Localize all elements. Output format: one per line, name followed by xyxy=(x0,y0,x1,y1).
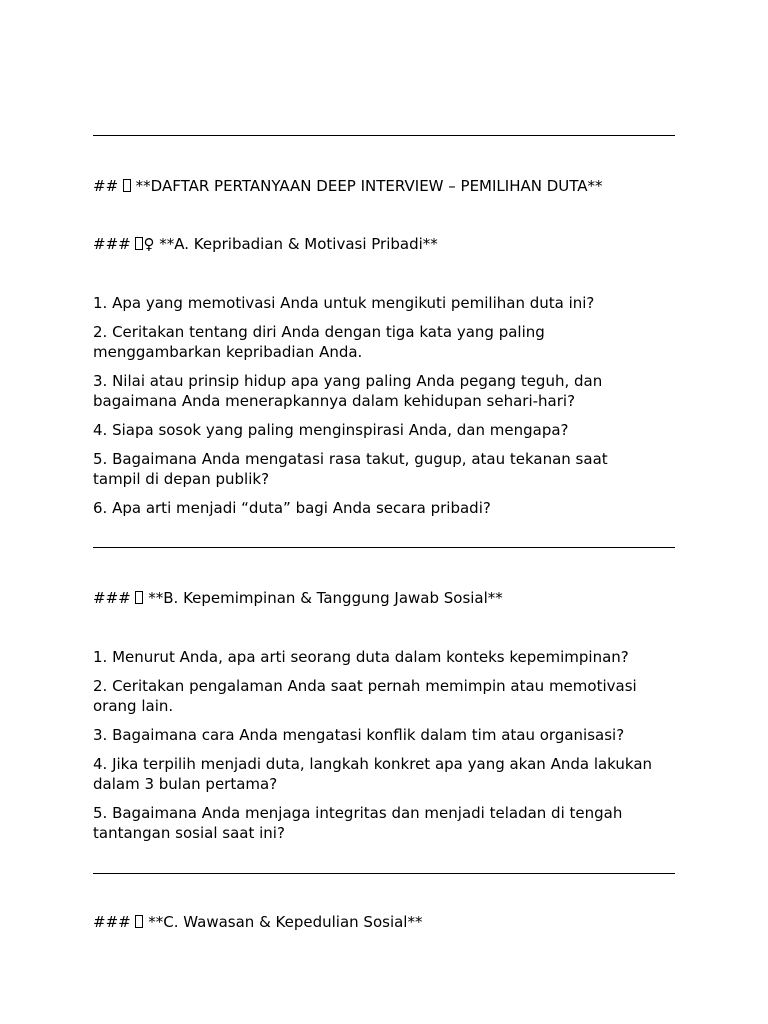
heading-text: **C. Wawasan & Kepedulian Sosial** xyxy=(143,913,423,931)
list-item-continuation: tampil di depan publik? xyxy=(93,470,270,488)
list-item: 6. Apa arti menjadi “duta” bagi Anda secara pribadi? xyxy=(93,499,491,517)
heading-prefix: ### xyxy=(93,235,136,253)
list-item-continuation: dalam 3 bulan pertama? xyxy=(93,775,278,793)
list-item: 3. Bagaimana cara Anda mengatasi konflik dalam tim atau organisasi? xyxy=(93,726,625,744)
section-heading-b xyxy=(93,588,683,608)
title-text: **DAFTAR PERTANYAAN DEEP INTERVIEW – PEMILIHAN DUTA** xyxy=(130,177,603,195)
list-item: 2. Ceritakan tentang diri Anda dengan tiga kata yang paling xyxy=(93,323,545,341)
heading-prefix: ### xyxy=(93,589,136,607)
section-heading-c xyxy=(93,912,683,932)
list-item-continuation: bagaimana Anda menerapkannya dalam kehidupan sehari-hari? xyxy=(93,392,576,410)
document-title xyxy=(93,176,683,196)
list-item: 5. Bagaimana Anda menjaga integritas dan menjadi teladan di tengah xyxy=(93,804,623,822)
list-item-continuation: tantangan sosial saat ini? xyxy=(93,824,285,842)
list-item-continuation: menggambarkan kepribadian Anda. xyxy=(93,343,363,361)
list-item: 1. Menurut Anda, apa arti seorang duta dalam konteks kepemimpinan? xyxy=(93,648,629,666)
title-prefix: ## xyxy=(93,177,123,195)
horizontal-rule xyxy=(93,873,675,874)
heading-text: **B. Kepemimpinan & Tanggung Jawab Sosial** xyxy=(143,589,503,607)
list-item: 4. Jika terpilih menjadi duta, langkah konkret apa yang akan Anda lakukan xyxy=(93,755,653,773)
horizontal-rule xyxy=(93,547,675,548)
list-item-continuation: orang lain. xyxy=(93,697,174,715)
list-item: 2. Ceritakan pengalaman Anda saat pernah memimpin atau memotivasi xyxy=(93,677,637,695)
list-item: 3. Nilai atau prinsip hidup apa yang paling Anda pegang teguh, dan xyxy=(93,372,603,390)
heading-prefix: ### xyxy=(93,913,136,931)
list-item: 5. Bagaimana Anda mengatasi rasa takut, gugup, atau tekanan saat xyxy=(93,450,608,468)
list-item: 4. Siapa sosok yang paling menginspirasi Anda, dan mengapa? xyxy=(93,421,569,439)
section-heading-a xyxy=(93,234,683,254)
horizontal-rule xyxy=(93,135,675,136)
missing-glyph-icon xyxy=(123,179,131,192)
list-item: 1. Apa yang memotivasi Anda untuk mengikuti pemilihan duta ini? xyxy=(93,294,595,312)
heading-text: ♀ **A. Kepribadian & Motivasi Pribadi** xyxy=(143,235,438,253)
